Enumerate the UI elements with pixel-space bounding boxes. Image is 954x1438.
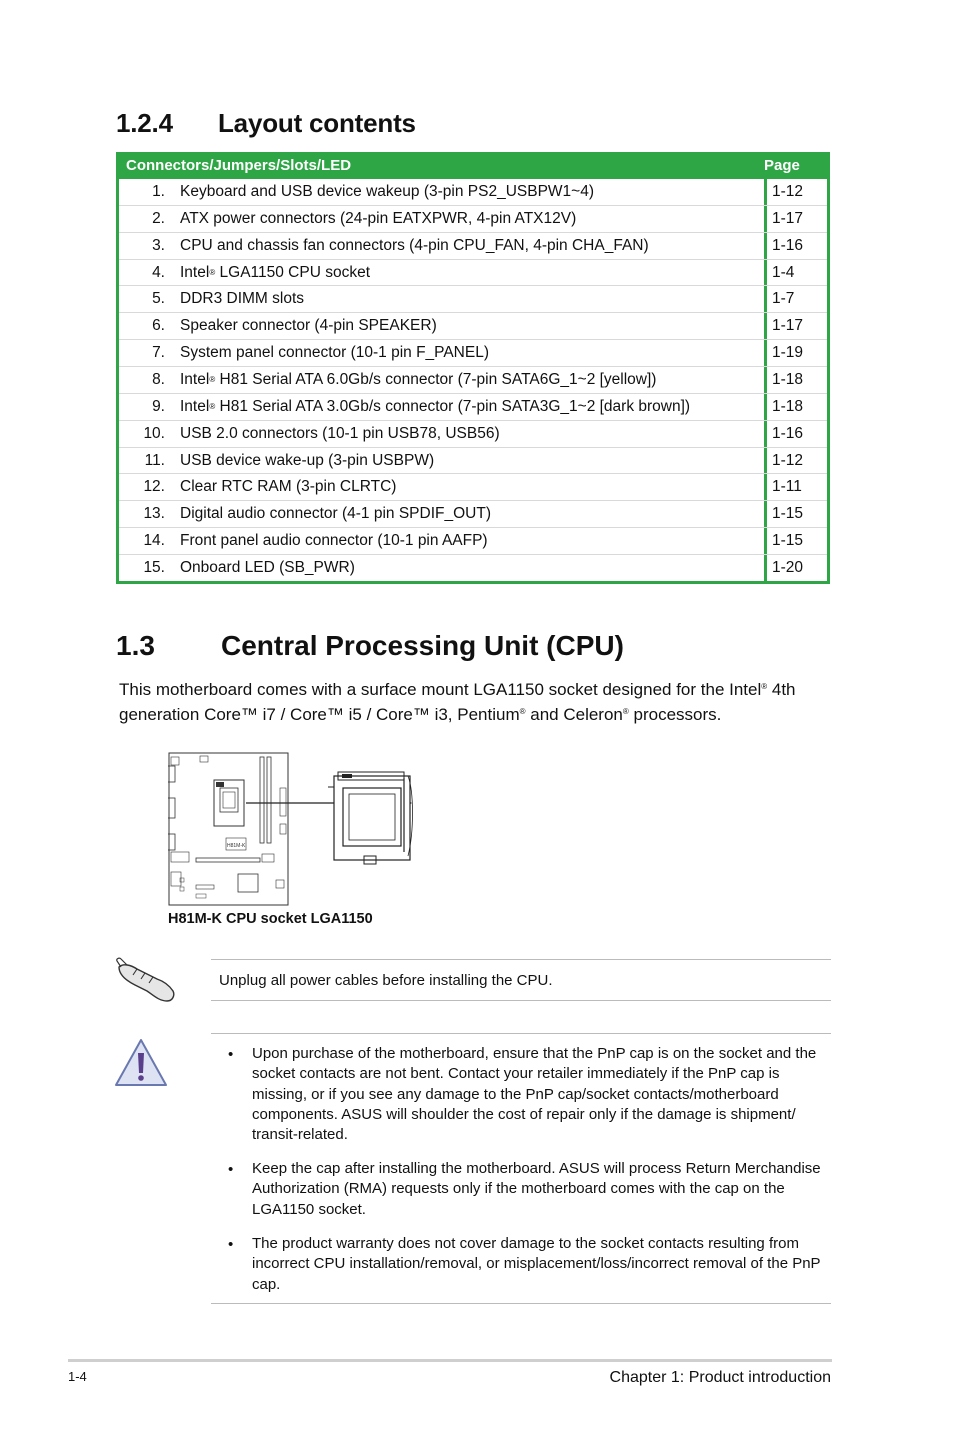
row-description <box>165 394 767 420</box>
row-number: 10. <box>143 424 165 442</box>
description-text: Speaker connector (4-pin SPEAKER) <box>180 317 437 335</box>
row-description <box>165 313 767 339</box>
row-description <box>165 501 767 527</box>
description-text: USB device wake-up (3-pin USBPW) <box>180 451 435 469</box>
description-text: Onboard LED (SB_PWR) <box>180 558 355 576</box>
section-title: Central Processing Unit (CPU) <box>221 630 624 661</box>
description-text: CPU and chassis fan connectors (4-pin CPU_FAN, 4-pin CHA_FAN) <box>180 236 649 254</box>
section-title: Layout contents <box>218 108 416 138</box>
motherboard-illustration <box>168 752 428 912</box>
row-number: 12. <box>143 478 165 496</box>
description-text: Intel <box>180 263 210 281</box>
row-description <box>165 448 767 474</box>
table-row <box>119 233 827 260</box>
row-page: 1-20 <box>772 558 804 576</box>
registered-mark: ® <box>622 707 629 716</box>
bullet-2: • <box>228 1161 234 1178</box>
table-row <box>119 179 827 206</box>
row-page: 1-16 <box>772 424 804 442</box>
intro-paragraph <box>119 676 839 726</box>
table-body <box>119 179 827 581</box>
intro-text: processors. <box>628 705 722 724</box>
section-heading-cpu <box>116 630 624 662</box>
row-description <box>165 555 767 581</box>
row-page: 1-4 <box>772 263 795 281</box>
header-connectors: Connectors/Jumpers/Slots/LED <box>126 157 352 174</box>
description-text: H81 Serial ATA 6.0Gb/s connector (7-pin SATA6G_1~2 [yellow]) <box>215 370 657 388</box>
registered-mark: ® <box>761 682 768 691</box>
row-page: 1-15 <box>772 505 804 523</box>
warning-item-2: Keep the cap after installing the motherboard. ASUS will process Return Merchandise Authorization (RMA) requests only if the motherboard comes with the cap on the LGA1150 socket. <box>252 1160 821 1218</box>
table-row <box>119 313 827 340</box>
row-page: 1-17 <box>772 317 804 335</box>
row-description <box>165 367 767 393</box>
row-page: 1-15 <box>772 532 804 550</box>
row-description <box>165 421 767 447</box>
table-row <box>119 367 827 394</box>
intro-text: This motherboard comes with a surface mount LGA1150 socket designed for the Intel <box>119 680 762 699</box>
description-text: Intel <box>180 370 210 388</box>
table-row <box>119 286 827 313</box>
row-number: 5. <box>152 290 165 308</box>
table-row <box>119 340 827 367</box>
description-text: Front panel audio connector (10-1 pin AAFP) <box>180 532 488 550</box>
row-description <box>165 260 767 286</box>
row-description <box>165 206 767 232</box>
table-header <box>119 152 827 179</box>
row-page: 1-7 <box>772 290 795 308</box>
row-page: 1-17 <box>772 209 804 227</box>
registered-mark: ® <box>519 707 526 716</box>
registered-mark: ® <box>209 375 216 385</box>
table-row <box>119 206 827 233</box>
chapter-title: Chapter 1: Product introduction <box>609 1369 831 1386</box>
row-page: 1-18 <box>772 370 804 388</box>
row-number: 8. <box>152 370 165 388</box>
warning-item-1: Upon purchase of the motherboard, ensure that the PnP cap is on the socket and the socket contacts are not bent. Contact your retailer immediately if the PnP cap is missing, or if you see any damage to the PnP cap/socket contacts/motherboard components. ASUS will shoulder the cost of repair only if the damage is shipment/ transit-related. <box>252 1045 817 1144</box>
description-text: System panel connector (10-1 pin F_PANEL) <box>180 344 490 362</box>
row-number: 4. <box>152 263 165 281</box>
table-row <box>119 555 827 581</box>
figure-caption: H81M-K CPU socket LGA1150 <box>168 911 373 927</box>
row-page: 1-19 <box>772 344 804 362</box>
row-number: 15. <box>143 558 165 576</box>
hand-pointer-icon <box>115 955 179 1005</box>
row-page: 1-18 <box>772 397 804 415</box>
row-number: 7. <box>152 344 165 362</box>
description-text: ATX power connectors (24-pin EATXPWR, 4-pin ATX12V) <box>180 209 577 227</box>
row-page: 1-16 <box>772 236 804 254</box>
table-row <box>119 421 827 448</box>
warning-item-3: The product warranty does not cover damage to the socket contacts resulting from incorrect CPU installation/removal, or misplacement/loss/incorrect removal of the PnP cap. <box>252 1235 821 1293</box>
description-text: LGA1150 CPU socket <box>215 263 371 281</box>
description-text: Digital audio connector (4-1 pin SPDIF_OUT) <box>180 505 491 523</box>
bullet-3: • <box>228 1236 234 1253</box>
table-row <box>119 260 827 287</box>
table-row <box>119 474 827 501</box>
row-description <box>165 286 767 312</box>
socket-closeup <box>328 772 413 864</box>
row-description <box>165 179 767 205</box>
description-text: USB 2.0 connectors (10-1 pin USB78, USB56) <box>180 424 500 442</box>
layout-contents-table <box>116 152 830 584</box>
section-number: 1.3 <box>116 630 155 661</box>
board-label: H81M-K <box>227 843 246 849</box>
row-number: 1. <box>152 182 165 200</box>
row-description <box>165 528 767 554</box>
header-page: Page <box>764 157 800 174</box>
table-row <box>119 394 827 421</box>
row-number: 2. <box>152 209 165 227</box>
table-row <box>119 448 827 475</box>
description-text: Intel <box>180 397 210 415</box>
row-number: 9. <box>152 397 165 415</box>
cpu-socket-diagram <box>168 752 428 912</box>
table-row <box>119 528 827 555</box>
row-description <box>165 474 767 500</box>
row-description <box>165 340 767 366</box>
section-heading-layout-contents <box>116 108 416 139</box>
description-text: Keyboard and USB device wakeup (3-pin PS2_USBPW1~4) <box>180 182 594 200</box>
footer-divider <box>68 1359 832 1362</box>
warning-triangle-icon <box>113 1037 169 1089</box>
description-text: Clear RTC RAM (3-pin CLRTC) <box>180 478 397 496</box>
row-number: 14. <box>143 532 165 550</box>
row-description <box>165 233 767 259</box>
bullet-1: • <box>228 1046 234 1063</box>
registered-mark: ® <box>209 402 216 412</box>
section-number: 1.2.4 <box>116 108 173 138</box>
description-text: DDR3 DIMM slots <box>180 290 305 308</box>
row-number: 6. <box>152 317 165 335</box>
note-text: Unplug all power cables before installing the CPU. <box>219 972 553 989</box>
intro-text: and Celeron <box>525 705 623 724</box>
row-page: 1-12 <box>772 451 804 469</box>
row-page: 1-12 <box>772 182 804 200</box>
row-number: 13. <box>143 505 165 523</box>
row-number: 3. <box>152 236 165 254</box>
table-row <box>119 501 827 528</box>
row-page: 1-11 <box>772 478 802 496</box>
row-number: 11. <box>144 451 165 469</box>
description-text: H81 Serial ATA 3.0Gb/s connector (7-pin SATA3G_1~2 [dark brown]) <box>215 397 691 415</box>
registered-mark: ® <box>209 268 216 277</box>
page-number: 1-4 <box>68 1369 87 1384</box>
intro-text: 4th generation Core™ i7 / Core™ i5 / Core™ i3, Pentium <box>119 680 796 724</box>
